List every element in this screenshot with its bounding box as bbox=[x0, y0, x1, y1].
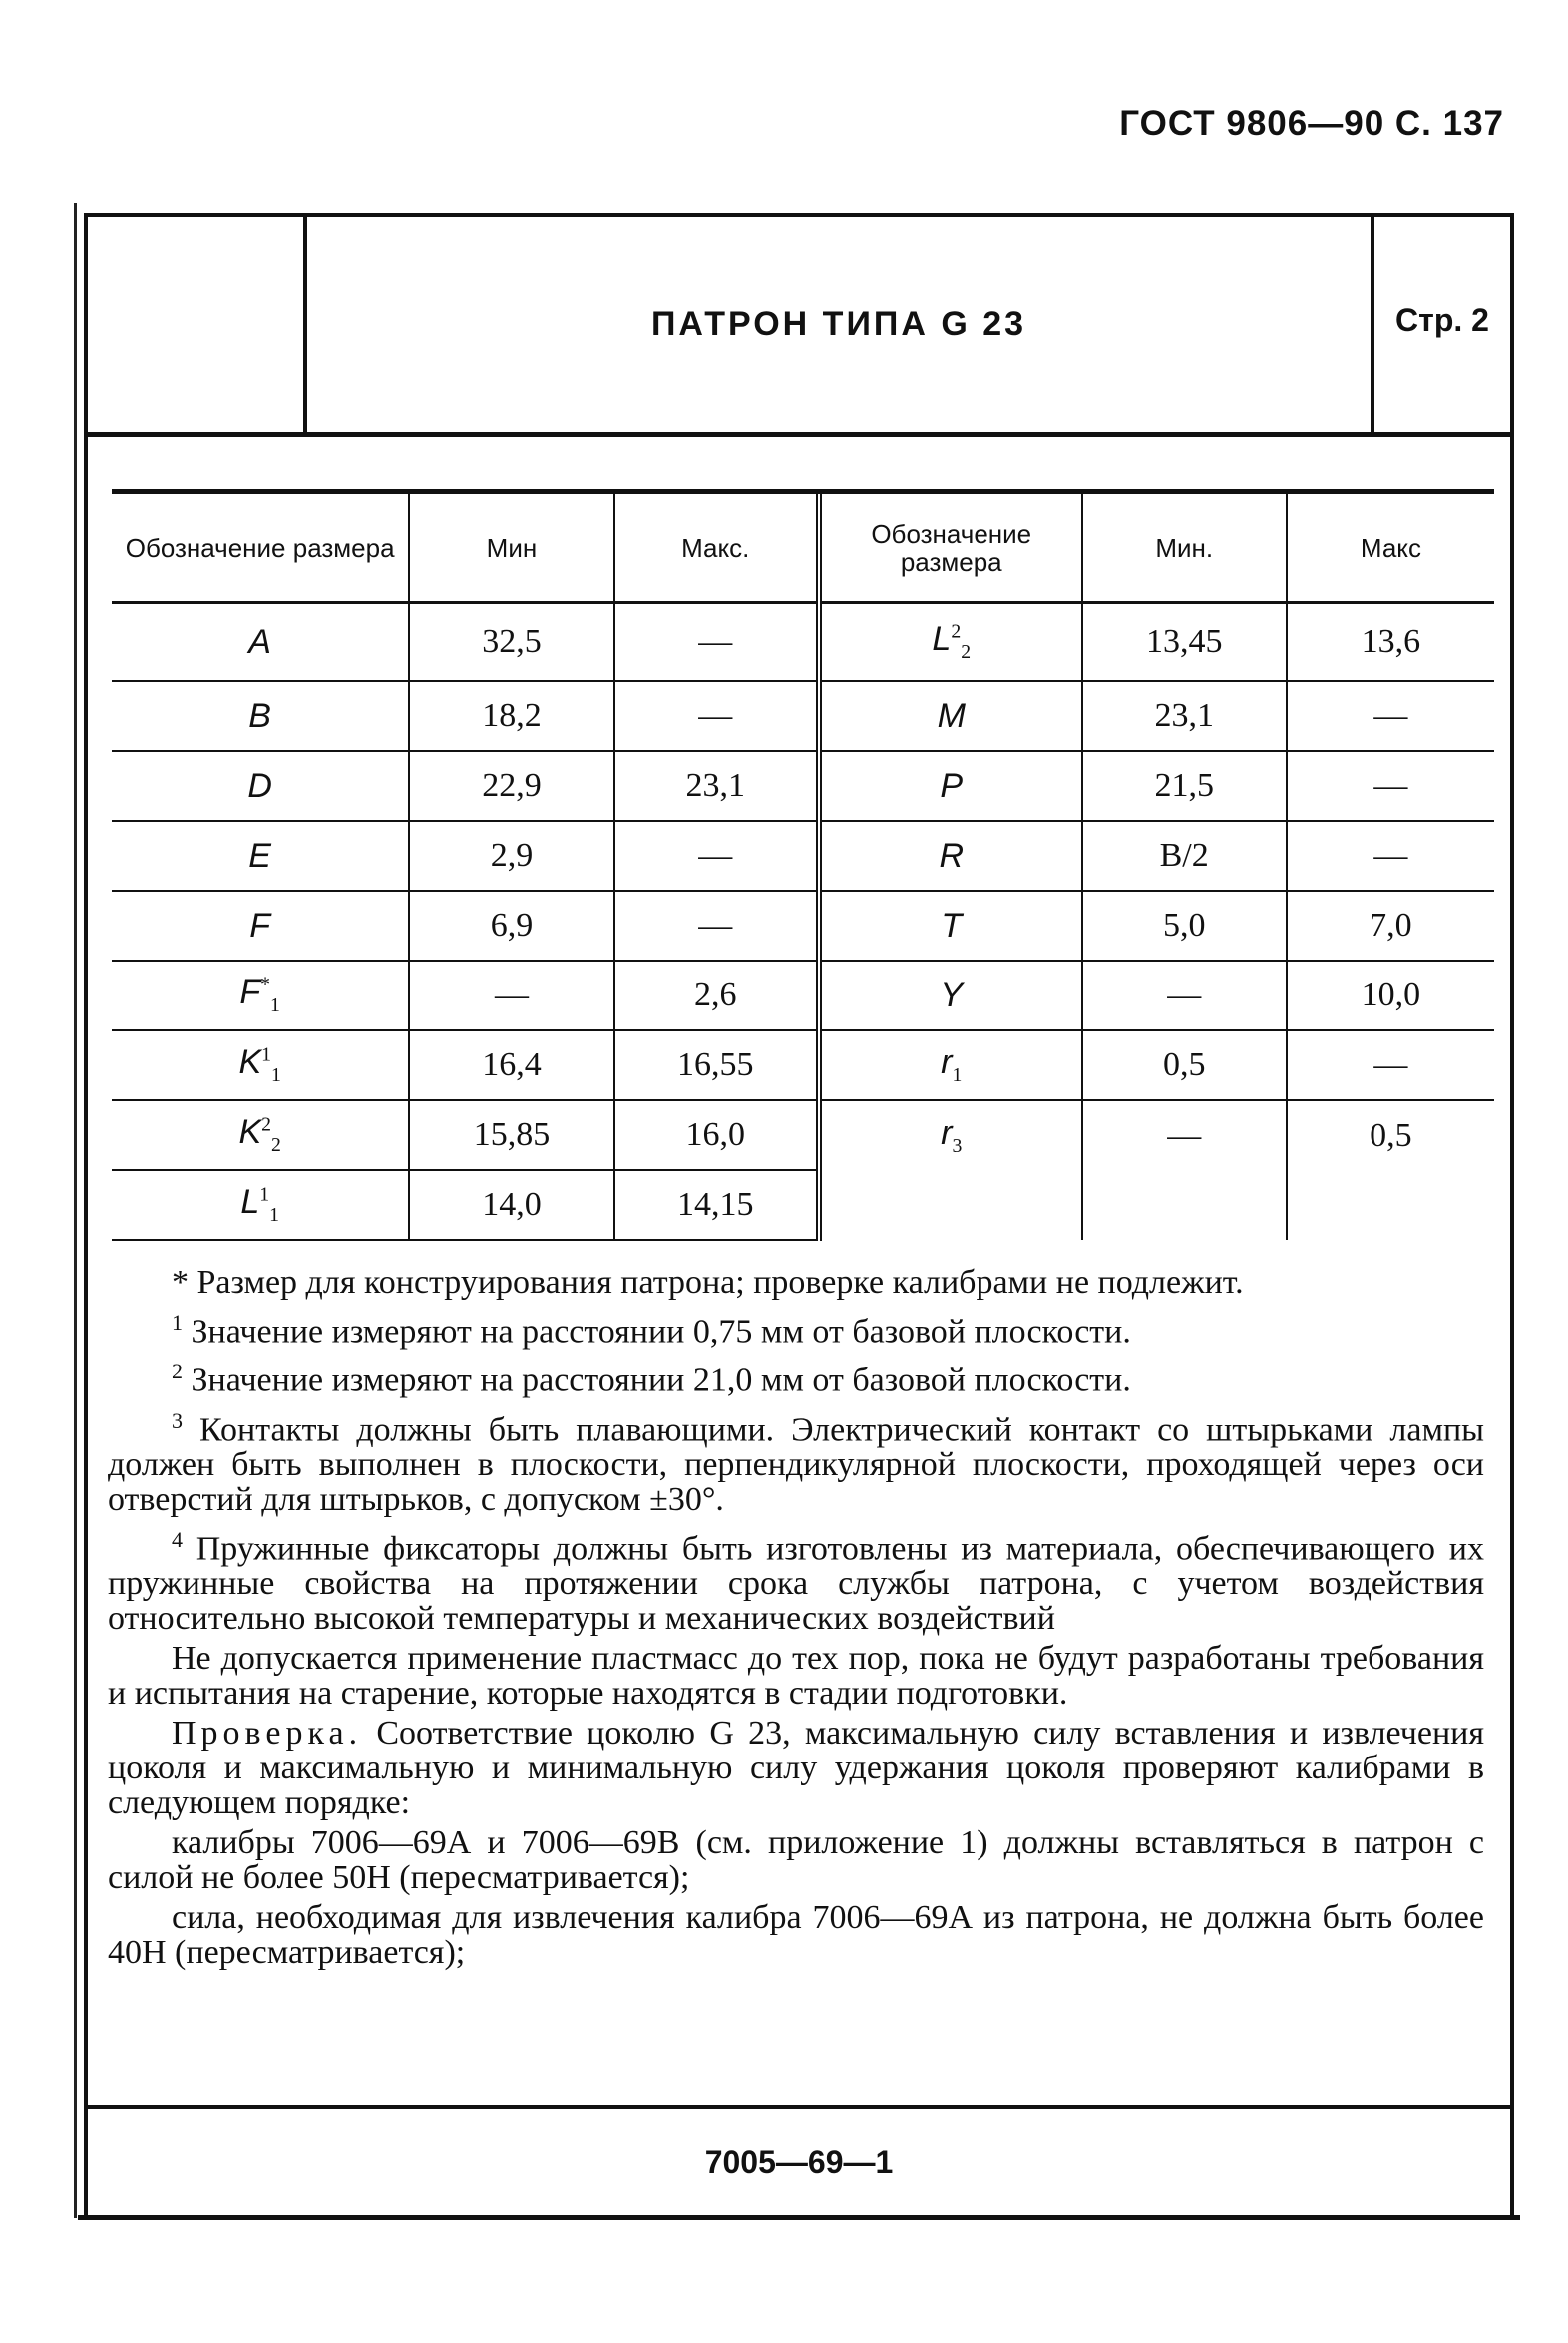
footer-code: 7005—69—1 bbox=[704, 2145, 894, 2180]
footnote-2-mark: 2 bbox=[172, 1359, 183, 1384]
dimension-symbol: F bbox=[239, 974, 261, 1012]
footnote-3-text: Контакты должны быть плавающими. Электрический контакт со штырьками лампы должен быть выполнен в плоскости, перпендикулярной плоскости, проходящей через оси отверстий для штырьков, с допуском ±30°. bbox=[108, 1410, 1485, 1518]
right-designation-cell bbox=[819, 821, 1082, 891]
dimension-superscript: 2 bbox=[951, 620, 962, 643]
page-edge-line bbox=[74, 203, 77, 2218]
footnote-4-mark: 4 bbox=[172, 1526, 183, 1552]
footnote-4 bbox=[108, 1522, 1484, 1636]
left-designation-cell bbox=[112, 821, 409, 891]
left-min-cell: 15,85 bbox=[409, 1100, 613, 1170]
dimension-symbol: P bbox=[940, 766, 964, 805]
sheet-title: ПАТРОН ТИПА G 23 bbox=[307, 217, 1374, 432]
right-designation-cell bbox=[819, 751, 1082, 821]
plastics-note: Не допускается применение пластмасс до тех пор, пока не будут разработаны требования и испытания на старение, которые находятся в стадии подготовки. bbox=[108, 1640, 1484, 1713]
left-designation-cell bbox=[112, 1100, 409, 1170]
footnote-4-text: Пружинные фиксаторы должны быть изготовлены из материала, обеспечивающего их пружинные свойства на протяжении срока службы патрона, с учетом воздействия относительно высокой температуры и механических воздействий bbox=[108, 1530, 1484, 1638]
table-row bbox=[112, 891, 1494, 961]
right-designation-cell bbox=[819, 681, 1082, 751]
right-min-cell: 21,5 bbox=[1082, 751, 1287, 821]
right-min-cell: 0,5 bbox=[1082, 1030, 1287, 1100]
dimension-symbol: r bbox=[941, 1043, 953, 1082]
footnote-2 bbox=[108, 1354, 1484, 1397]
header-max-right: Макс bbox=[1287, 494, 1494, 603]
check-heading: Проверка. bbox=[172, 1715, 363, 1753]
check-item-1: калибры 7006—69А и 7006—69В (см. приложение 1) должны вставляться в патрон с силой не более 50Н (пересматривается); bbox=[108, 1824, 1484, 1897]
table-row bbox=[112, 603, 1494, 682]
table-row bbox=[112, 961, 1494, 1030]
right-max-cell: 7,0 bbox=[1287, 891, 1494, 961]
right-max-cell bbox=[1287, 1170, 1494, 1240]
check-paragraph bbox=[108, 1716, 1484, 1820]
left-designation-cell bbox=[112, 603, 409, 682]
dimensions-table bbox=[112, 489, 1494, 1241]
header-designation-right: Обозначение размера bbox=[819, 494, 1082, 603]
left-max-cell: — bbox=[614, 681, 819, 751]
left-min-cell: 2,9 bbox=[409, 821, 613, 891]
dimension-subscript: 1 bbox=[269, 1203, 279, 1226]
left-designation-cell bbox=[112, 751, 409, 821]
right-max-cell: — bbox=[1287, 751, 1494, 821]
footnote-1-text: Значение измеряют на расстоянии 0,75 мм от базовой плоскости. bbox=[191, 1313, 1131, 1351]
header-designation-left: Обозначение размера bbox=[112, 494, 409, 603]
footnote-3 bbox=[108, 1403, 1484, 1517]
right-min-cell: — bbox=[1082, 961, 1287, 1030]
sheet-page-label: Стр. 2 bbox=[1395, 302, 1489, 338]
right-min-cell: B/2 bbox=[1082, 821, 1287, 891]
dimension-subscript: 2 bbox=[270, 1133, 281, 1156]
right-min-cell: 5,0 bbox=[1082, 891, 1287, 961]
left-min-cell: 16,4 bbox=[409, 1030, 613, 1100]
dimension-symbol: L bbox=[240, 1183, 260, 1222]
left-max-cell: 16,55 bbox=[614, 1030, 819, 1100]
dimension-symbol: M bbox=[937, 696, 966, 735]
left-max-cell: 14,15 bbox=[614, 1170, 819, 1240]
footnote-1-mark: 1 bbox=[172, 1310, 183, 1335]
dimension-superscript: 2 bbox=[261, 1113, 271, 1136]
left-min-cell: 32,5 bbox=[409, 603, 613, 682]
right-max-cell: 0,5 bbox=[1370, 1116, 1412, 1154]
right-designation-cell bbox=[819, 1100, 1082, 1170]
footnote-3-mark: 3 bbox=[172, 1407, 183, 1433]
left-max-cell: 16,0 bbox=[614, 1100, 819, 1170]
right-min-cell: 13,45 bbox=[1082, 603, 1287, 682]
header-min-left: Мин bbox=[409, 494, 613, 603]
title-block-blank-cell bbox=[88, 217, 307, 432]
left-max-cell: — bbox=[614, 603, 819, 682]
left-designation-cell bbox=[112, 891, 409, 961]
frame-bottom-line bbox=[78, 2215, 1520, 2220]
left-max-cell: 23,1 bbox=[614, 751, 819, 821]
right-min-cell: 23,1 bbox=[1082, 681, 1287, 751]
right-designation-cell bbox=[819, 1030, 1082, 1100]
dimension-subscript: 3 bbox=[952, 1134, 963, 1157]
left-min-cell: 6,9 bbox=[409, 891, 613, 961]
left-min-cell: — bbox=[409, 961, 613, 1030]
left-min-cell: 22,9 bbox=[409, 751, 613, 821]
dimension-symbol: D bbox=[247, 766, 272, 805]
dimension-symbol: A bbox=[248, 622, 271, 661]
dimension-symbol: r bbox=[941, 1113, 953, 1152]
left-min-cell: 14,0 bbox=[409, 1170, 613, 1240]
dimension-symbol: Y bbox=[940, 976, 964, 1014]
dimension-symbol: K bbox=[238, 1113, 262, 1152]
dimension-symbol: E bbox=[248, 836, 271, 875]
table-row bbox=[112, 1100, 1494, 1170]
dimension-symbol: L bbox=[932, 620, 952, 659]
left-designation-cell bbox=[112, 1030, 409, 1100]
right-max-cell: — bbox=[1287, 1030, 1494, 1100]
star-note: * Размер для конструирования патрона; проверке калибрами не подлежит. bbox=[172, 1264, 1244, 1301]
right-designation-cell bbox=[819, 1170, 1082, 1240]
table-row bbox=[112, 821, 1494, 891]
footnote-2-text: Значение измеряют на расстоянии 21,0 мм от базовой плоскости. bbox=[191, 1362, 1131, 1399]
footnote-1 bbox=[108, 1305, 1484, 1349]
table-row bbox=[112, 751, 1494, 821]
dimension-superscript: * bbox=[260, 974, 271, 996]
right-designation-cell bbox=[819, 603, 1082, 682]
dimension-symbol: K bbox=[238, 1043, 262, 1082]
table-row bbox=[112, 1170, 1494, 1240]
right-max-cell: 13,6 bbox=[1287, 603, 1494, 682]
dimension-symbol: B bbox=[248, 696, 271, 735]
right-designation-cell bbox=[819, 961, 1082, 1030]
left-designation-cell bbox=[112, 1170, 409, 1240]
dimension-subscript: 1 bbox=[270, 1063, 281, 1086]
notes-section bbox=[108, 1265, 1484, 1975]
dimension-subscript: 2 bbox=[961, 640, 972, 663]
dimension-superscript: 1 bbox=[261, 1043, 271, 1066]
header-max-left: Макс. bbox=[614, 494, 819, 603]
table-row bbox=[112, 681, 1494, 751]
table-header-row bbox=[112, 494, 1494, 603]
check-item-2: сила, необходимая для извлечения калибра 7006—69А из патрона, не должна быть более 40Н (пересматривается); bbox=[108, 1899, 1484, 1972]
left-max-cell: — bbox=[614, 821, 819, 891]
dimension-symbol: F bbox=[249, 906, 271, 945]
right-max-cell: — bbox=[1287, 821, 1494, 891]
check-text: Соответствие цоколю G 23, максимальную силу вставления и извлечения цоколя и максимальную и минимальную силу удержания цоколя проверяют калибрами в следующем порядке: bbox=[108, 1715, 1485, 1822]
table-row bbox=[112, 1030, 1494, 1100]
left-min-cell: 18,2 bbox=[409, 681, 613, 751]
dimension-subscript: 1 bbox=[952, 1063, 963, 1086]
right-max-cell: — bbox=[1287, 681, 1494, 751]
left-designation-cell bbox=[112, 681, 409, 751]
right-min-cell: — bbox=[1082, 1100, 1287, 1170]
footer-divider bbox=[84, 2105, 1514, 2109]
right-max-cell: 10,0 bbox=[1287, 961, 1494, 1030]
left-max-cell: — bbox=[614, 891, 819, 961]
right-designation-cell bbox=[819, 891, 1082, 961]
dimension-symbol: T bbox=[941, 906, 963, 945]
dimension-superscript: 1 bbox=[259, 1183, 270, 1206]
dimension-subscript: 1 bbox=[270, 993, 280, 1016]
right-min-cell bbox=[1082, 1170, 1287, 1240]
title-block bbox=[88, 217, 1510, 437]
left-designation-cell bbox=[112, 961, 409, 1030]
dimension-symbol: R bbox=[939, 836, 965, 875]
header-min-right: Мин. bbox=[1082, 494, 1287, 603]
gost-page-header: ГОСТ 9806—90 С. 137 bbox=[1119, 104, 1504, 143]
left-max-cell: 2,6 bbox=[614, 961, 819, 1030]
